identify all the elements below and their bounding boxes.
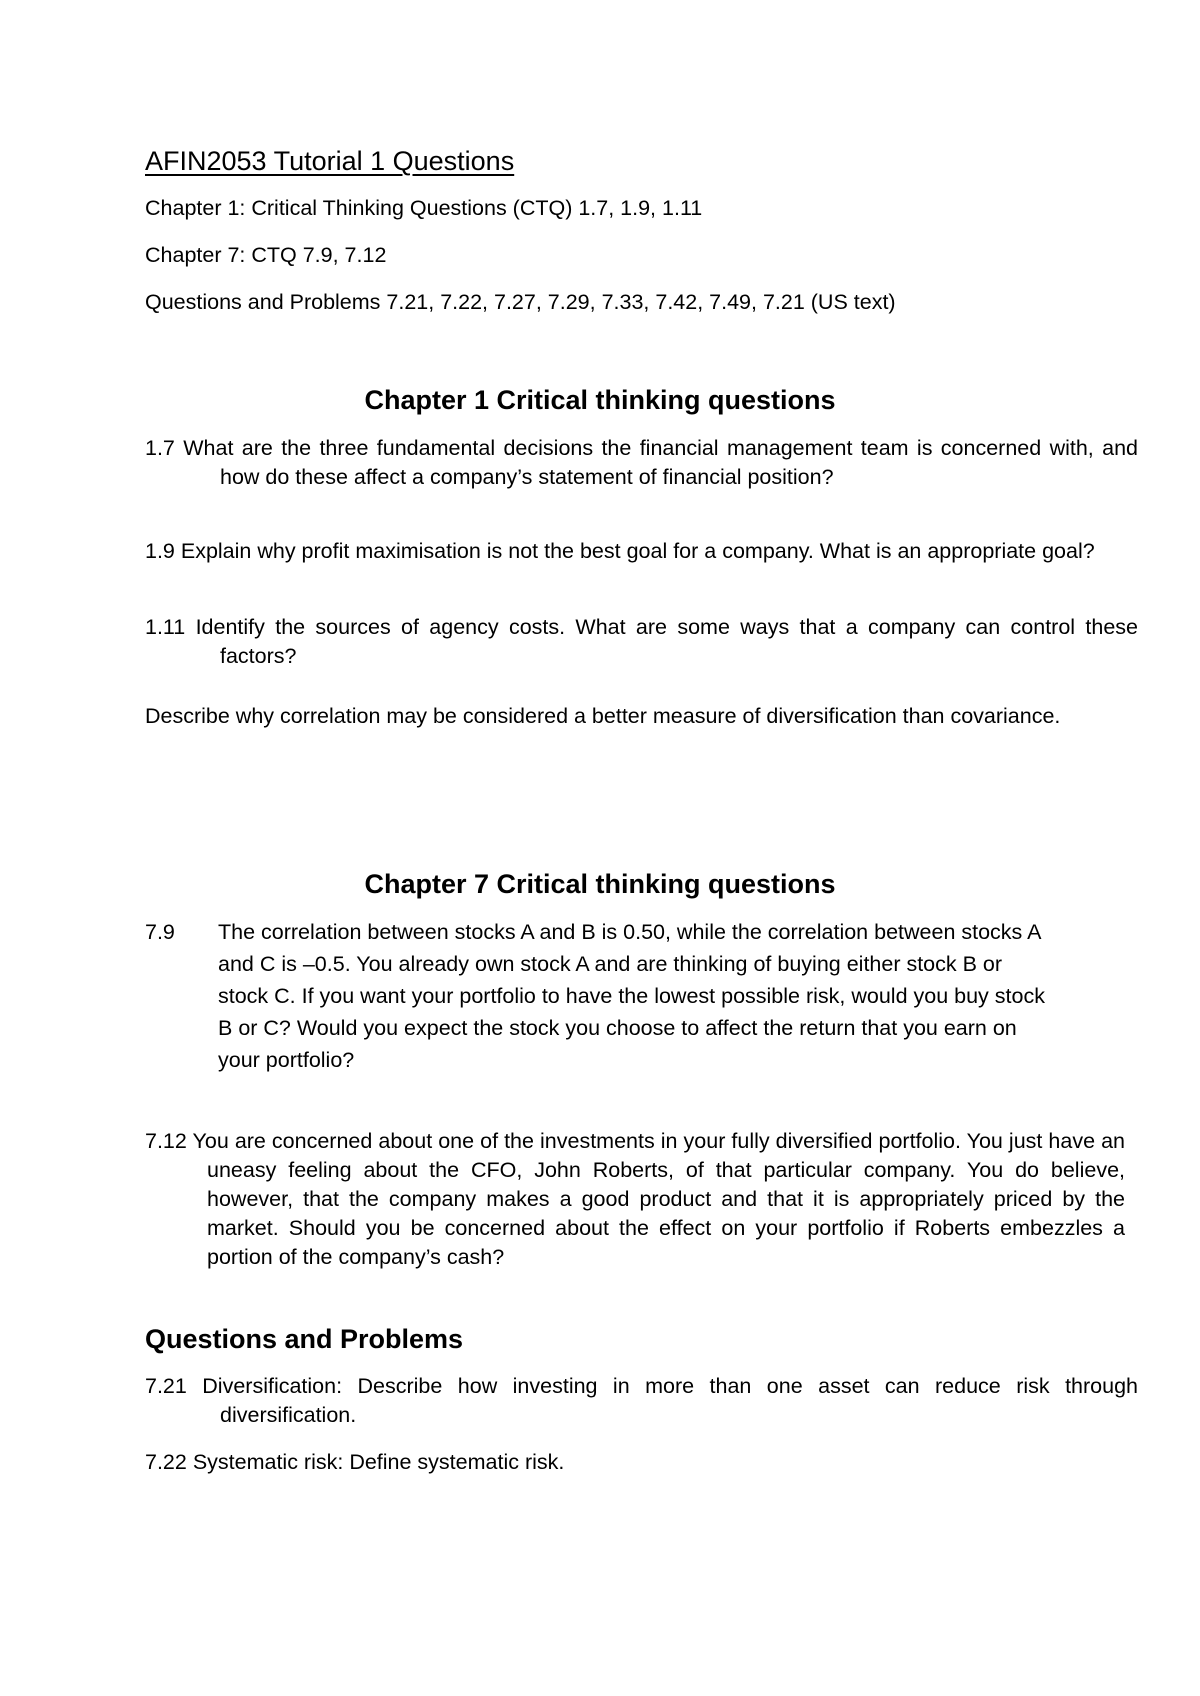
- correlation-question: Describe why correlation may be considered a better measure of diversification than covariance.: [145, 704, 1061, 728]
- question-7-9-number: 7.9: [145, 920, 175, 944]
- question-7-9-text: The correlation between stocks A and B is 0.50, while the correlation between stocks A and C is –0.5. You already own stock A and are thinking of buying either stock B or stock C. If you want your portfolio to have the lowest possible risk, would you buy stock B or C? Would you expect the stock you choose to affect the return that you earn on your portfolio?: [218, 920, 1045, 1072]
- chapter-7-heading: Chapter 7 Critical thinking questions: [364, 869, 836, 899]
- document-title: AFIN2053 Tutorial 1 Questions: [145, 146, 515, 176]
- overview-chapter-7: Chapter 7: CTQ 7.9, 7.12: [145, 243, 387, 267]
- overview-chapter-1: Chapter 1: Critical Thinking Questions (CTQ) 1.7, 1.9, 1.11: [145, 196, 703, 220]
- problem-7-22: 7.22 Systematic risk: Define systematic risk.: [145, 1450, 565, 1474]
- question-1-11: 1.11 Identify the sources of agency costs. What are some ways that a company can control these factors?: [145, 615, 1138, 668]
- question-7-9: [145, 916, 1045, 1076]
- questions-problems-heading: Questions and Problems: [145, 1324, 464, 1354]
- overview-questions-problems: Questions and Problems 7.21, 7.22, 7.27, 7.29, 7.33, 7.42, 7.49, 7.21 (US text): [145, 290, 896, 314]
- question-1-7: 1.7 What are the three fundamental decisions the financial management team is concerned with, and how do these affect a company’s statement of financial position?: [145, 436, 1138, 489]
- chapter-1-heading: Chapter 1 Critical thinking questions: [364, 385, 836, 415]
- question-7-12: 7.12 You are concerned about one of the investments in your fully diversified portfolio. You just have an uneasy feeling about the CFO, John Roberts, of that particular company. You do believe, however, that the company makes a good product and that it is appropriately priced by the market. Should you be concerned about the effect on your portfolio if Roberts embezzles a portion of the company’s cash?: [145, 1129, 1125, 1269]
- question-1-9: 1.9 Explain why profit maximisation is not the best goal for a company. What is an appropriate goal?: [145, 539, 1095, 563]
- problem-7-21: 7.21 Diversification: Describe how investing in more than one asset can reduce risk through diversification.: [145, 1374, 1138, 1427]
